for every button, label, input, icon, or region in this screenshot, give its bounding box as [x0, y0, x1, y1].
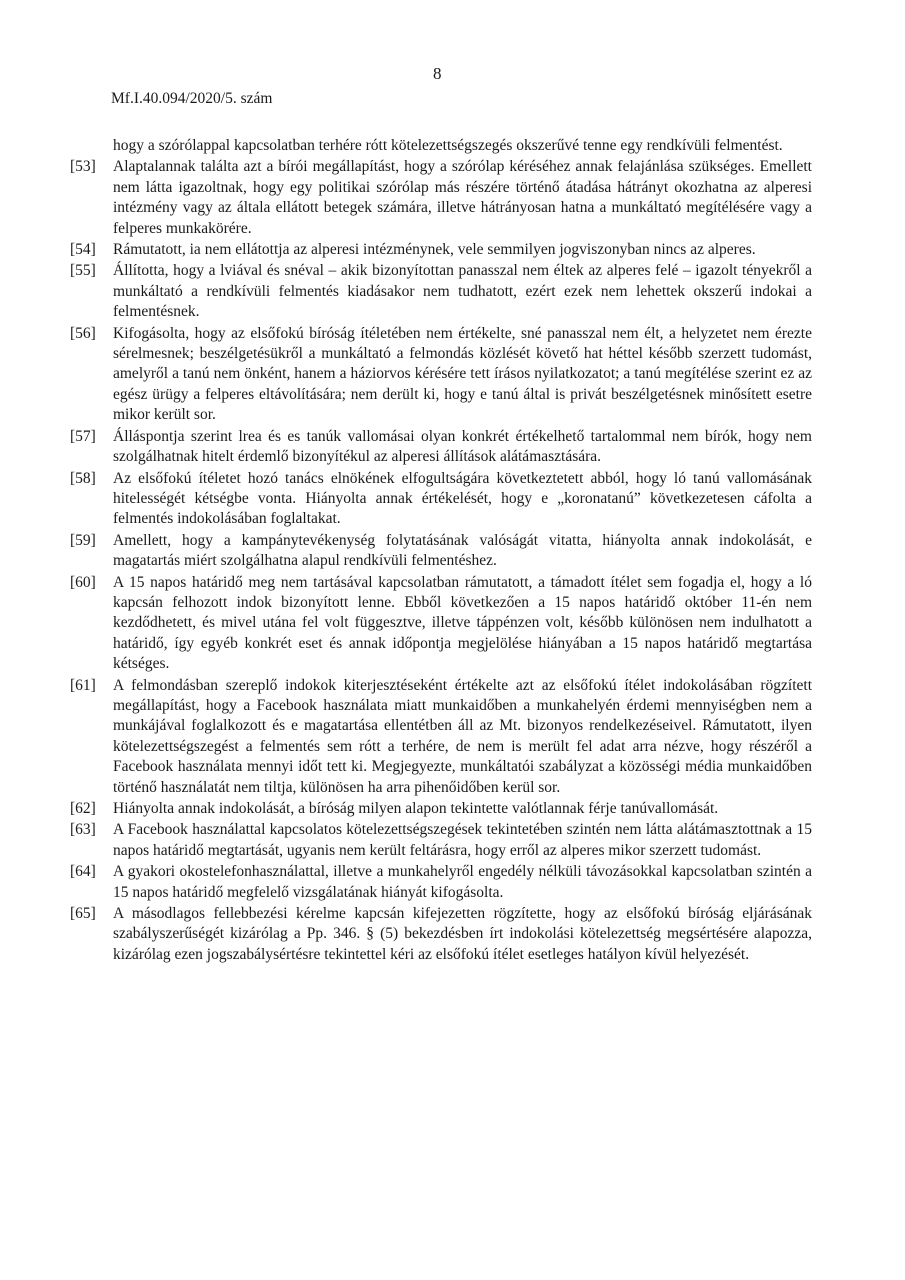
paragraph-65 [70, 904, 812, 965]
paragraph-number: [64] [70, 863, 96, 881]
paragraph-number: [55] [70, 262, 96, 280]
paragraph-60 [70, 573, 812, 675]
page-number: 8 [433, 64, 442, 83]
paragraph-number: [59] [70, 531, 96, 549]
paragraph-number: [53] [70, 158, 96, 176]
paragraph-text: A gyakori okostelefonhasználattal, illetve a munkahelyről engedély nélküli távozásokkal kapcsolatban szintén a 15 napos határidő megfelelő vizsgálatának hiányát kifogásolta. [113, 863, 812, 901]
paragraph-text: A másodlagos fellebbezési kérelme kapcsán kifejezetten rögzítette, hogy az elsőfokú bíróság eljárásának szabályszerűségét kizárólag a Pp. 346. § (5) bekezdésben írt indokolási kötelezettség megsértésére alapozza, kizárólag ezen jogszabálysértésre tekintettel kéri az elsőfokú ítélet esetleges hatályon kívül helyezését. [113, 905, 812, 963]
paragraph-text: Az elsőfokú ítéletet hozó tanács elnökének elfogultságára következtetett abból, hogy ló tanú vallomásának hitelességét kétségbe vonta. Hiányolta annak értékelését, hogy e „koronatanú” következetesen cáfolta a felmentés indokolásában foglaltakat. [113, 469, 812, 528]
paragraph-text: Kifogásolta, hogy az elsőfokú bíróság ítéletében nem értékelte, sné panasszal nem élt, a helyzetet nem érezte sérelmesnek; beszélgetésükről a munkáltató a felmondás közlését követő hat héttel később szerzett tudomást, amelyről a tanú nem önként, hanem a háziorvos kérésére tett írásos nyilatkozatot; a tanú megítélése szerint ez az egész ürügy a felperes eltávolítására; nem derült ki, hogy e tanú által is privát beszélgetésnek minősített esetre mikor került sor. [113, 324, 812, 424]
paragraph-number: [58] [70, 469, 96, 487]
paragraph-text: Hiányolta annak indokolását, a bíróság milyen alapon tekintette valótlannak férje tanúvallomását. [113, 800, 719, 817]
paragraph-59 [70, 531, 812, 572]
paragraph-number: [62] [70, 800, 96, 817]
paragraph-text: Amellett, hogy a kampánytevékenység folytatásának valóságát vitatta, hiányolta annak indokolását, e magatartás miért szolgálhatna alapul rendkívüli felmentéshez. [113, 531, 812, 570]
paragraph-number: [61] [70, 676, 96, 694]
intro-text: hogy a szórólappal kapcsolatban terhére rótt kötelezettségszegés okszerűvé tenne egy rendkívüli felmentést. [113, 137, 783, 154]
paragraph-57 [70, 427, 812, 468]
paragraph-number: [56] [70, 324, 96, 342]
case-number: Mf.I.40.094/2020/5. szám [111, 90, 273, 107]
document-body [70, 136, 812, 966]
paragraph-56 [70, 324, 812, 426]
paragraph-text: A Facebook használattal kapcsolatos kötelezettségszegések tekintetében szintén nem látta alátámasztottnak a 15 napos határidő megtartását, ugyanis nem került feltárásra, hogy erről az alperes mikor szerzett tudomást. [113, 821, 812, 859]
paragraph-61 [70, 676, 812, 798]
paragraph-number: [65] [70, 905, 96, 923]
paragraph-53 [70, 157, 812, 239]
paragraph-number: [60] [70, 573, 96, 591]
paragraph-55 [70, 261, 812, 322]
paragraph-62 [70, 799, 812, 819]
paragraph-54 [70, 240, 812, 260]
paragraph-number: [54] [70, 241, 96, 259]
paragraph-text: Alaptalannak találta azt a bírói megállapítást, hogy a szórólap kéréséhez annak felajánlása szükséges. Emellett nem látta igazoltnak, hogy egy politikai szórólap más részére történő átadása hátrányt okozhatna az alperesi intézmény vagy az általa ellátott betegek számára, illetve hátrányosan hatna a munkáltató megítélésére vagy a felperes munkakörére. [113, 158, 812, 237]
paragraph-number: [57] [70, 427, 96, 445]
paragraph-64 [70, 862, 812, 903]
paragraph-number: [63] [70, 821, 96, 839]
paragraph-text: A 15 napos határidő meg nem tartásával kapcsolatban rámutatott, a támadott ítélet sem fogadja el, hogy a ló kapcsán felhozott indok bizonyított lenne. Ebből következően a 15 napos határidő október 11-én nem kezdődhetett, és mivel utána fel volt függesztve, illetve táppénzen volt, később különösen nem indulhatott a határidő, így egyéb konkrét eset és annak időpontja megjelölése hiányában a 15 napos határidő megtartása kétséges. [113, 573, 812, 673]
paragraph-text: Rámutatott, ia nem ellátottja az alperesi intézménynek, vele semmilyen jogviszonyban nincs az alperes. [113, 241, 756, 259]
paragraph-58 [70, 469, 812, 530]
paragraph-text: Álláspontja szerint lrea és es tanúk vallomásai olyan konkrét értékelhető tartalommal nem bírók, hogy nem szolgálhatnak hitelt érdemlő bizonyítékul az alperesi állítások alátámasztására. [113, 427, 812, 466]
paragraph-63 [70, 820, 812, 861]
paragraph-text: Állította, hogy a lviával és snéval – akik bizonyítottan panasszal nem éltek az alperes felé – igazolt tényekről a munkáltató a rendkívüli felmentés kiadásakor nem tudhatott, ezért ezek nem lehettek okszerű indokai a felmentésnek. [113, 262, 812, 321]
paragraph-text: A felmondásban szereplő indokok kiterjesztéseként értékelte azt az elsőfokú ítélet indokolásában rögzített megállapítást, hogy a Facebook használata miatt munkaidőben a munkahelyén érdemi mennyiségben nem a munkájával foglalkozott és e magatartása ellentétben áll az Mt. bizonyos rendelkezéseivel. Rámutatott, ilyen kötelezettségszegést a felmentés sem rótt a terhére, de nem is merült fel adat arra nézve, hogy részéről a Facebook használata mennyi időt tett ki. Megjegyezte, munkáltatói szabályzat a közösségi média munkaidőben történő használatát nem tiltja, különösen ha arra pihenőidőben kerül sor. [113, 676, 812, 796]
